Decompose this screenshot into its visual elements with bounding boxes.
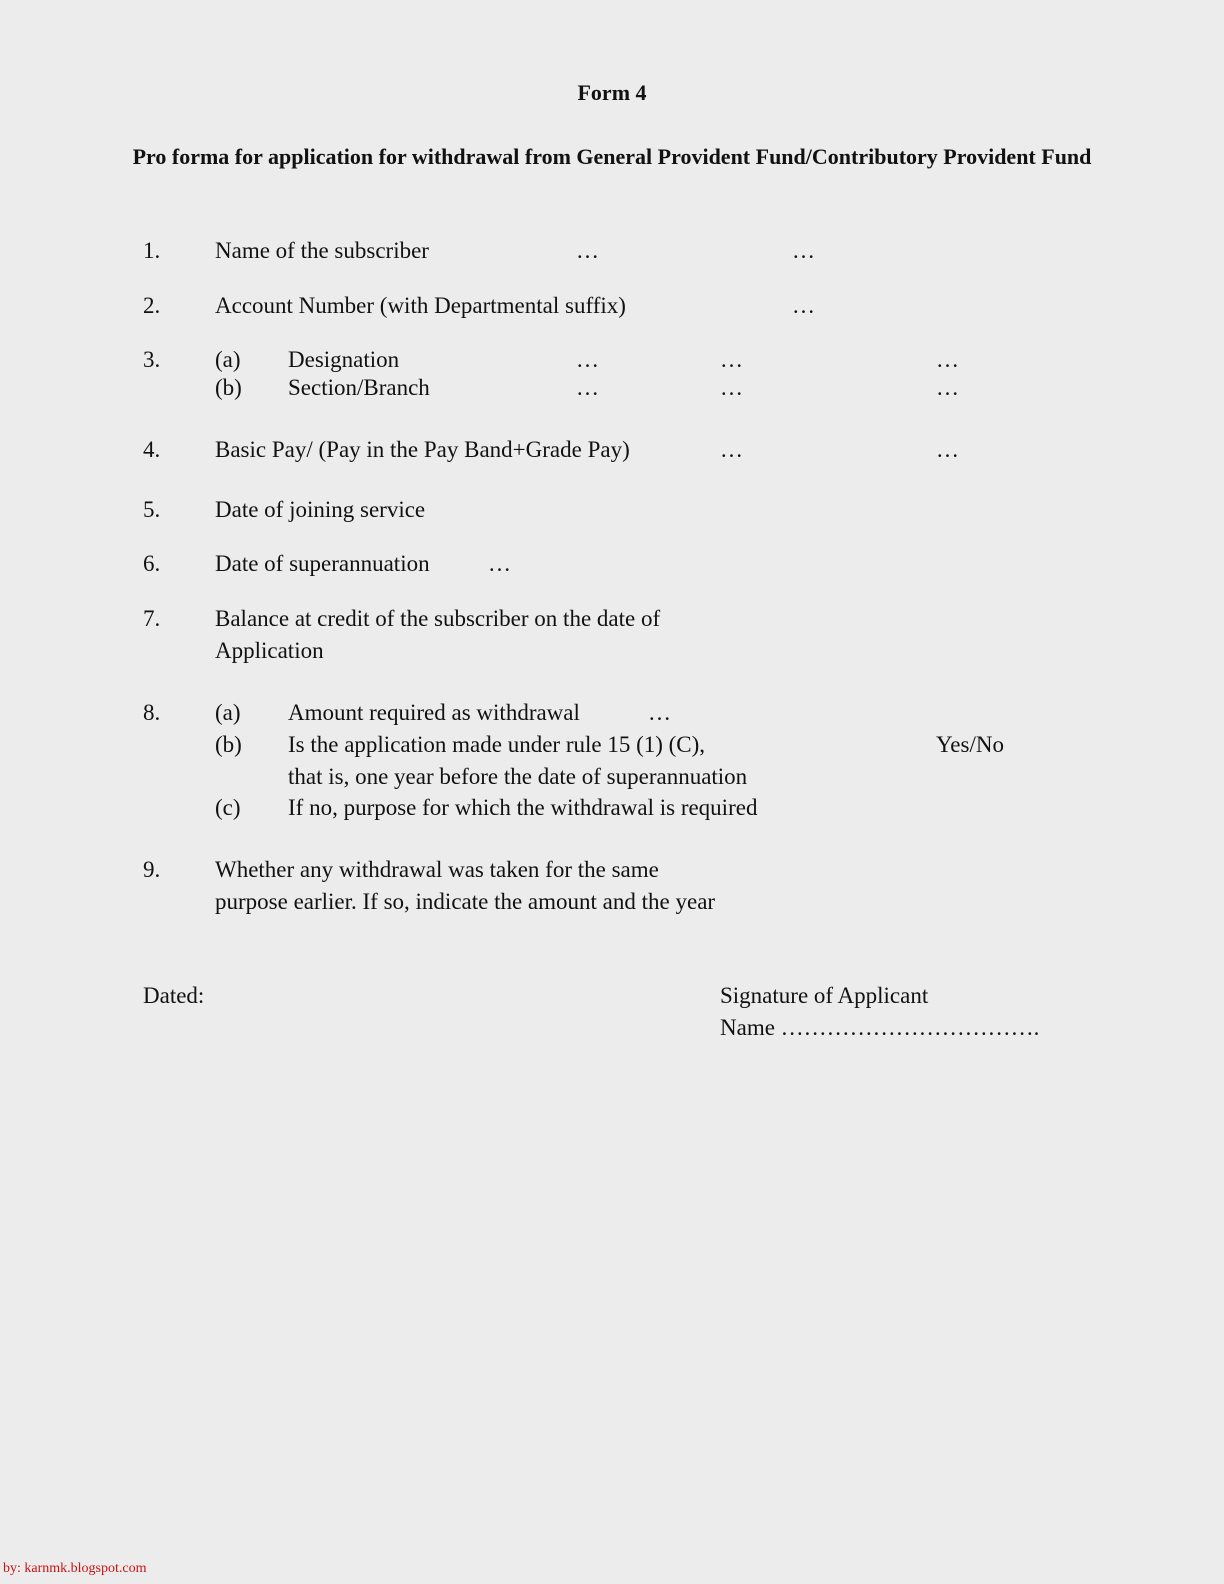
- sub-item-3a: (a): [215, 347, 241, 372]
- joining-date-label: Date of joining service: [215, 497, 426, 522]
- sub-item-3b: (b): [215, 375, 242, 400]
- blog-watermark: by: karnmk.blogspot.com: [3, 1561, 147, 1576]
- ellipsis-placeholder: …: [720, 375, 744, 400]
- item-number-1: 1.: [143, 238, 161, 263]
- account-number-label: Account Number (with Departmental suffix): [215, 293, 626, 318]
- designation-label: Designation: [288, 347, 400, 372]
- subscriber-name-label: Name of the subscriber: [215, 238, 429, 263]
- withdrawal-amount-label: Amount required as withdrawal: [288, 700, 580, 725]
- form-subtitle: Pro forma for application for withdrawal from General Provident Fund/Contributory Provident Fund: [132, 144, 1092, 169]
- ellipsis-placeholder: …: [488, 551, 512, 576]
- ellipsis-placeholder: …: [720, 347, 744, 372]
- item-number-8: 8.: [143, 700, 161, 725]
- ellipsis-placeholder: …: [576, 347, 600, 372]
- ellipsis-placeholder: …: [936, 375, 960, 400]
- item-number-6: 6.: [143, 551, 161, 576]
- item-number-4: 4.: [143, 437, 161, 462]
- previous-withdrawal-line1: Whether any withdrawal was taken for the same: [215, 857, 659, 882]
- applicant-name-line: Name …………………………….: [720, 1015, 1040, 1040]
- ellipsis-placeholder: …: [720, 437, 744, 462]
- item-number-5: 5.: [143, 497, 161, 522]
- item-number-9: 9.: [143, 857, 161, 882]
- ellipsis-placeholder: …: [936, 437, 960, 462]
- ellipsis-placeholder: …: [576, 375, 600, 400]
- ellipsis-placeholder: …: [792, 293, 816, 318]
- dated-label: Dated:: [143, 983, 205, 1008]
- sub-item-8b: (b): [215, 732, 242, 757]
- sub-item-8a: (a): [215, 700, 241, 725]
- item-number-7: 7.: [143, 606, 161, 631]
- sub-item-8c: (c): [215, 795, 241, 820]
- balance-label-line1: Balance at credit of the subscriber on the date of: [215, 606, 661, 631]
- yes-no-answer: Yes/No: [936, 732, 1004, 757]
- item-number-2: 2.: [143, 293, 161, 318]
- superannuation-date-label: Date of superannuation: [215, 551, 430, 576]
- ellipsis-placeholder: …: [936, 347, 960, 372]
- rule-question-line2: that is, one year before the date of superannuation: [288, 764, 748, 789]
- form-title: Form 4: [577, 80, 647, 105]
- rule-question-line1: Is the application made under rule 15 (1) (C),: [288, 732, 706, 757]
- item-number-3: 3.: [143, 347, 161, 372]
- balance-label-line2: Application: [215, 638, 324, 663]
- section-branch-label: Section/Branch: [288, 375, 430, 400]
- previous-withdrawal-line2: purpose earlier. If so, indicate the amount and the year: [215, 889, 716, 914]
- basic-pay-label: Basic Pay/ (Pay in the Pay Band+Grade Pay): [215, 437, 630, 462]
- ellipsis-placeholder: …: [648, 700, 672, 725]
- ellipsis-placeholder: …: [576, 238, 600, 263]
- ellipsis-placeholder: …: [792, 238, 816, 263]
- signature-label: Signature of Applicant: [720, 983, 929, 1008]
- withdrawal-purpose-label: If no, purpose for which the withdrawal is required: [288, 795, 758, 820]
